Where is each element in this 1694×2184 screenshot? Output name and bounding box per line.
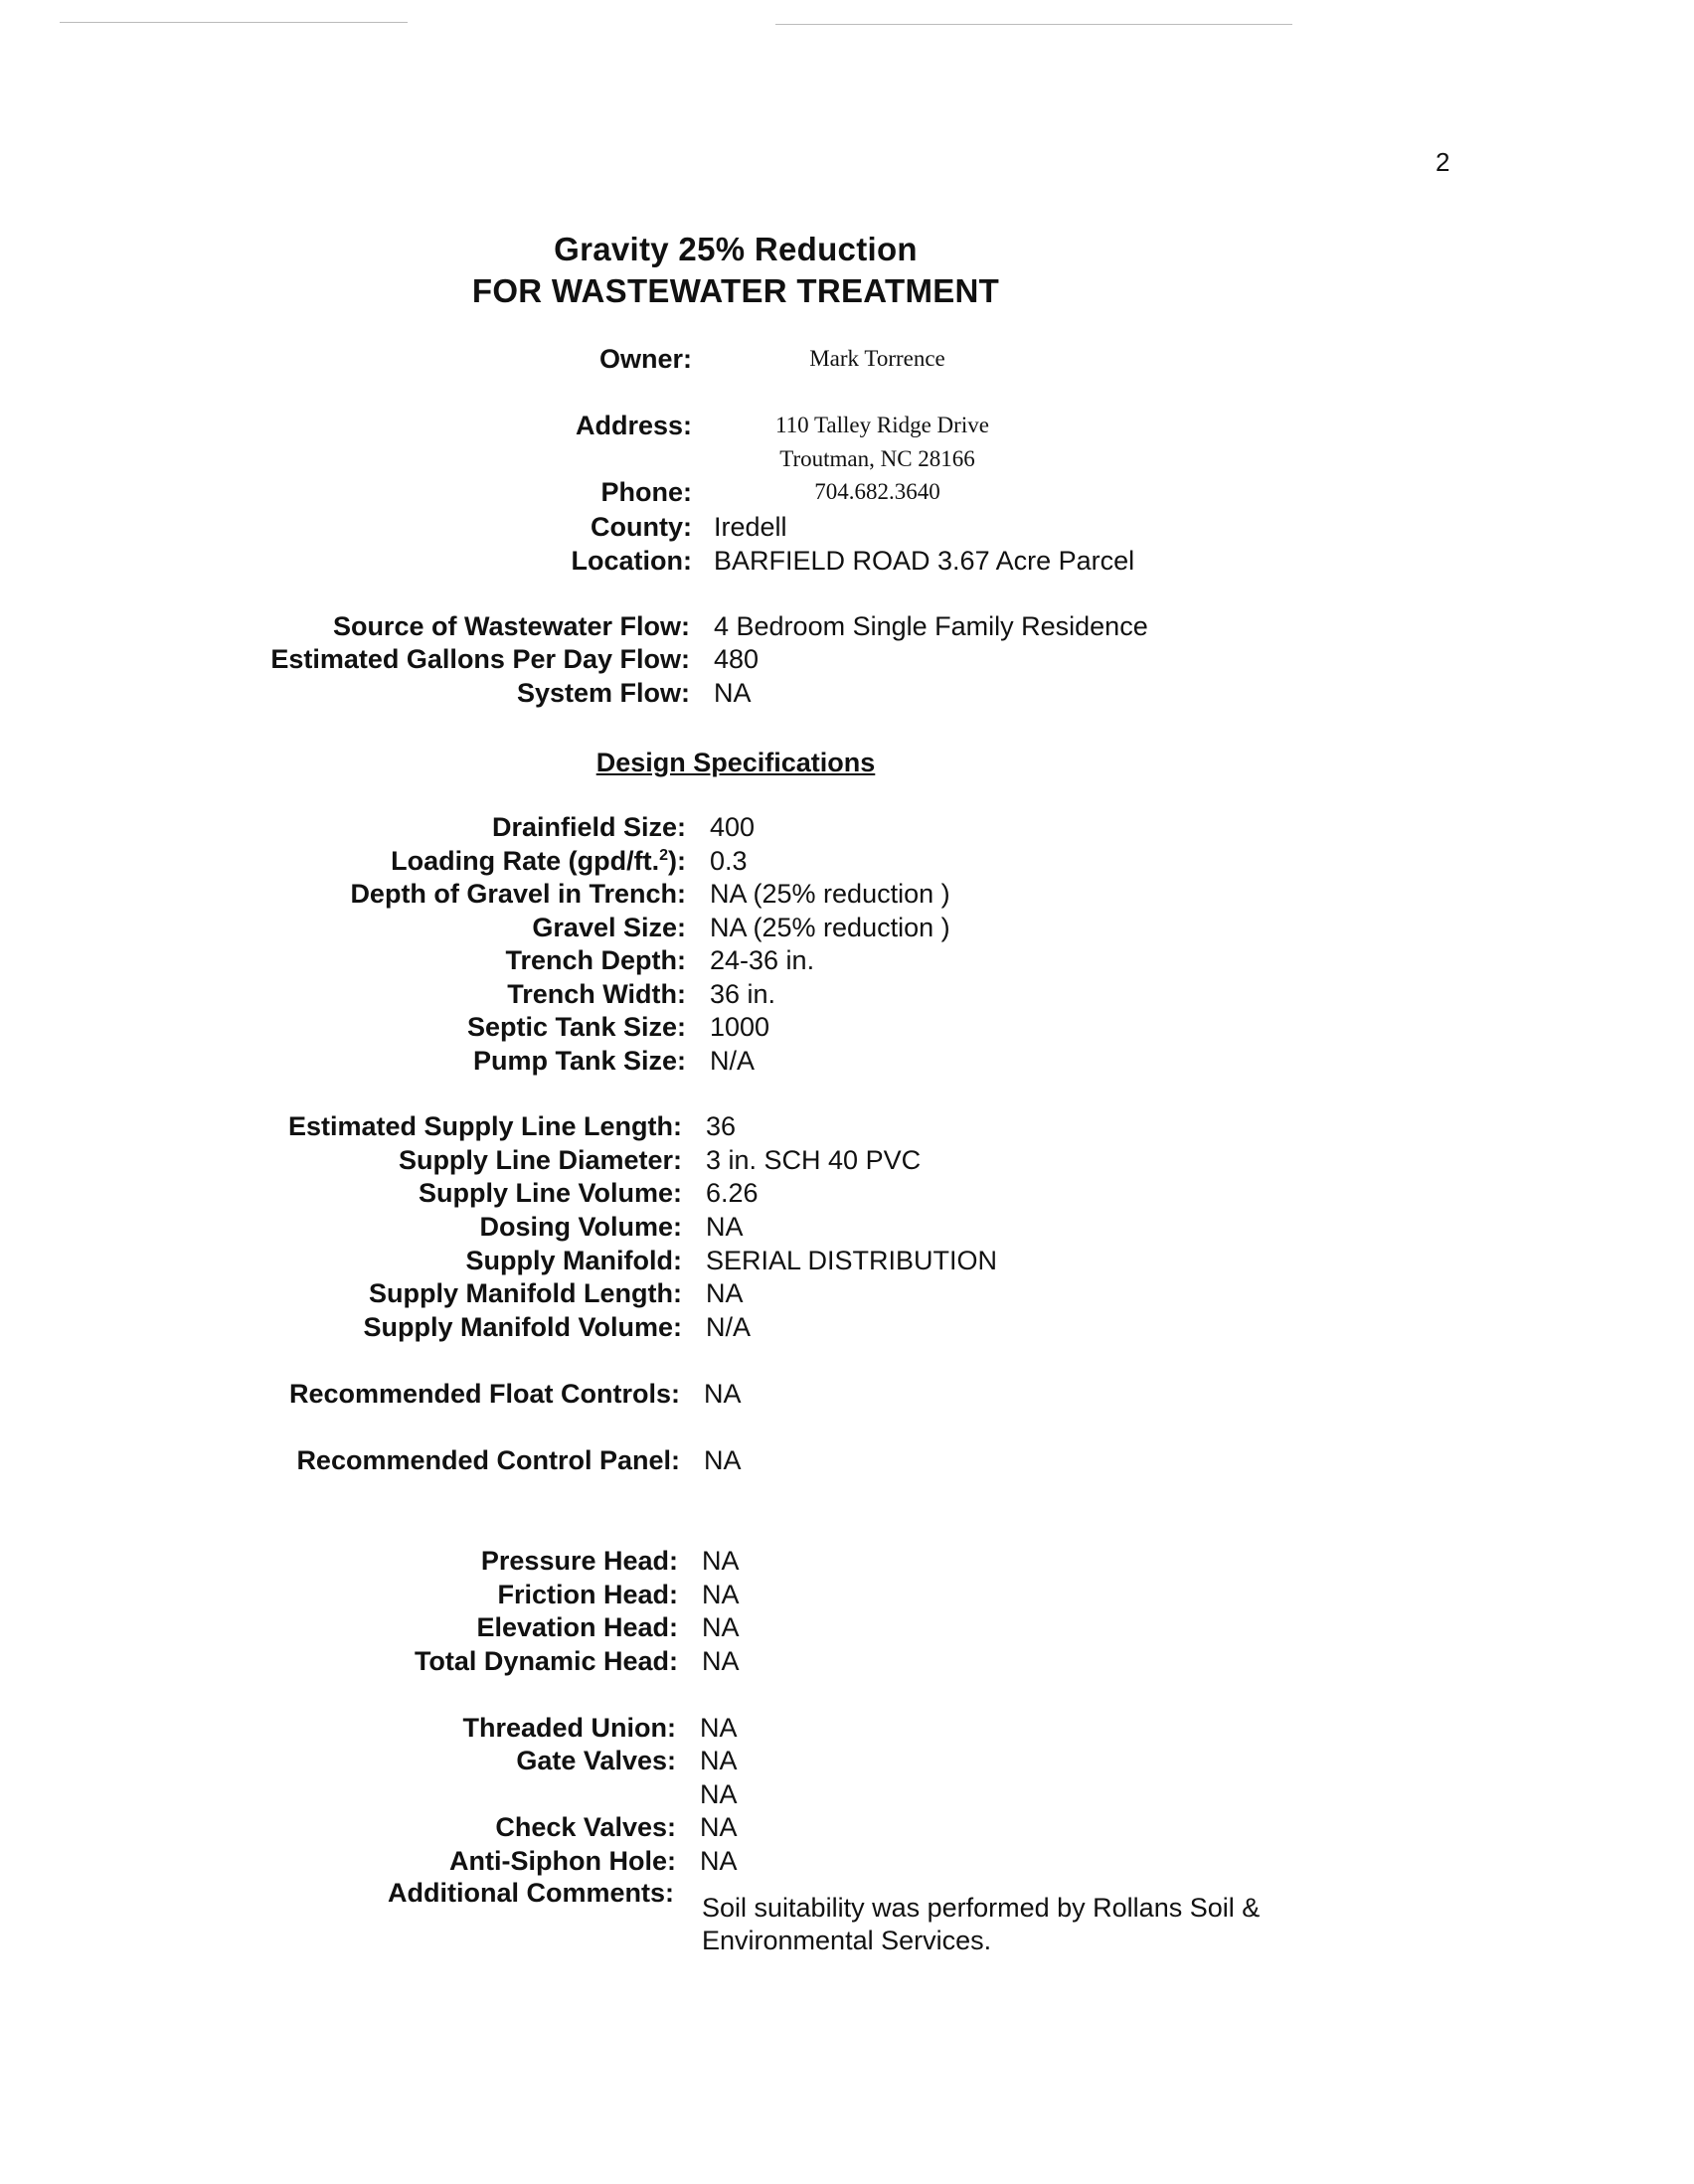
total-dynamic-head-row — [0, 1644, 1694, 1678]
pressure-head-value: NA — [702, 1546, 740, 1576]
control-panel-row — [0, 1443, 1694, 1477]
pressure-head-label: Pressure Head: — [480, 1546, 678, 1576]
county-row — [0, 510, 1694, 544]
gravel-size-label: Gravel Size: — [532, 913, 686, 942]
septic-tank-value: 1000 — [710, 1012, 770, 1042]
manifold-length-label: Supply Manifold Length: — [369, 1278, 682, 1308]
supply-diameter-value: 3 in. SCH 40 PVC — [706, 1145, 922, 1175]
check-valves-value: NA — [700, 1812, 738, 1842]
anti-siphon-label: Anti-Siphon Hole: — [449, 1846, 676, 1876]
drainfield-label: Drainfield Size: — [491, 812, 686, 842]
supply-length-row — [0, 1109, 1694, 1143]
county-value: Iredell — [714, 512, 787, 542]
gate-valves-row-2 — [0, 1777, 1694, 1811]
gpd-flow-row — [0, 642, 1694, 676]
gpd-flow-value: 480 — [714, 644, 760, 674]
manifold-volume-label: Supply Manifold Volume: — [363, 1312, 682, 1342]
total-dynamic-head-label: Total Dynamic Head: — [414, 1646, 678, 1676]
owner-label: Owner: — [598, 344, 692, 374]
supply-volume-value: 6.26 — [706, 1178, 759, 1208]
septic-tank-row — [0, 1010, 1694, 1044]
pump-tank-label: Pump Tank Size: — [472, 1046, 686, 1076]
threaded-union-row — [0, 1711, 1694, 1745]
dosing-volume-row — [0, 1210, 1694, 1244]
loading-rate-row — [0, 844, 1694, 878]
elevation-head-row — [0, 1610, 1694, 1644]
source-flow-row — [0, 609, 1694, 643]
address-label: Address: — [575, 411, 692, 440]
total-dynamic-head-value: NA — [702, 1646, 740, 1676]
supply-manifold-value: SERIAL DISTRIBUTION — [706, 1246, 998, 1275]
control-panel-label: Recommended Control Panel: — [296, 1445, 680, 1475]
address-line2: Troutman, NC 28166 — [779, 446, 975, 471]
supply-manifold-row — [0, 1244, 1694, 1277]
trench-depth-label: Trench Depth: — [505, 945, 686, 975]
dosing-volume-label: Dosing Volume: — [479, 1212, 682, 1242]
manifold-length-value: NA — [706, 1278, 744, 1308]
drainfield-row — [0, 810, 1694, 844]
gravel-depth-row — [0, 877, 1694, 911]
check-valves-label: Check Valves: — [495, 1812, 676, 1842]
phone-label: Phone: — [600, 477, 692, 507]
phone-value: 704.682.3640 — [814, 479, 940, 504]
gpd-flow-label: Estimated Gallons Per Day Flow: — [270, 644, 690, 674]
loading-rate-label: Loading Rate (gpd/ft.$^2$): — [391, 846, 686, 876]
location-value: BARFIELD ROAD 3.67 Acre Parcel — [714, 546, 1135, 576]
gate-valves-label: Gate Valves: — [516, 1746, 676, 1775]
trench-width-value: 36 in. — [710, 979, 776, 1009]
additional-comments-label: Additional Comments: — [388, 1878, 674, 1908]
threaded-union-value: NA — [700, 1713, 738, 1743]
supply-length-value: 36 — [706, 1111, 737, 1141]
drainfield-value: 400 — [710, 812, 756, 842]
gravel-depth-value: NA (25% reduction ) — [710, 879, 950, 909]
elevation-head-value: NA — [702, 1612, 740, 1642]
address-row — [0, 409, 1694, 442]
trench-depth-value: 24-36 in. — [710, 945, 815, 975]
threaded-union-label: Threaded Union: — [462, 1713, 676, 1743]
supply-volume-label: Supply Line Volume: — [418, 1178, 682, 1208]
scan-artifact — [60, 22, 408, 23]
manifold-volume-value: N/A — [706, 1312, 752, 1342]
friction-head-row — [0, 1578, 1694, 1611]
gravel-size-row — [0, 911, 1694, 944]
phone-row — [0, 475, 1694, 509]
float-controls-value: NA — [704, 1379, 742, 1409]
gate-valves-row — [0, 1744, 1694, 1777]
gravel-depth-label: Depth of Gravel in Trench: — [350, 879, 686, 909]
address-row-2 — [0, 442, 1694, 476]
control-panel-value: NA — [704, 1445, 742, 1475]
location-label: Location: — [571, 546, 692, 576]
elevation-head-label: Elevation Head: — [476, 1612, 678, 1642]
address-line1: 110 Talley Ridge Drive — [775, 413, 989, 437]
gate-valves-value-1: NA — [700, 1746, 738, 1775]
dosing-volume-value: NA — [706, 1212, 744, 1242]
owner-value: Mark Torrence — [809, 346, 945, 371]
anti-siphon-value: NA — [700, 1846, 738, 1876]
float-controls-row — [0, 1377, 1694, 1411]
trench-width-label: Trench Width: — [507, 979, 686, 1009]
county-label: County: — [591, 512, 692, 542]
supply-manifold-label: Supply Manifold: — [465, 1246, 682, 1275]
source-flow-label: Source of Wastewater Flow: — [332, 611, 690, 641]
gravel-size-value: NA (25% reduction ) — [710, 913, 950, 942]
system-flow-value: NA — [714, 678, 752, 708]
supply-diameter-row — [0, 1143, 1694, 1177]
pump-tank-value: N/A — [710, 1046, 756, 1076]
float-controls-label: Recommended Float Controls: — [288, 1379, 680, 1409]
pressure-head-row — [0, 1544, 1694, 1578]
page-number: 2 — [1436, 147, 1450, 177]
check-valves-row — [0, 1810, 1694, 1844]
page-title: Gravity 25% Reduction — [554, 231, 918, 267]
scan-artifact — [775, 24, 1292, 25]
anti-siphon-row — [0, 1844, 1694, 1878]
design-specifications-heading: Design Specifications — [595, 748, 876, 777]
supply-diameter-label: Supply Line Diameter: — [398, 1145, 682, 1175]
owner-row — [0, 342, 1694, 376]
supply-volume-row — [0, 1176, 1694, 1210]
manifold-length-row — [0, 1276, 1694, 1310]
location-row — [0, 544, 1694, 578]
friction-head-value: NA — [702, 1580, 740, 1609]
comments-line-2: Environmental Services. — [702, 1926, 992, 1955]
system-flow-label: System Flow: — [516, 678, 690, 708]
supply-length-label: Estimated Supply Line Length: — [287, 1111, 682, 1141]
pump-tank-row — [0, 1044, 1694, 1078]
additional-comments-value — [702, 1892, 1260, 1957]
septic-tank-label: Septic Tank Size: — [466, 1012, 686, 1042]
gate-valves-value-2: NA — [700, 1779, 738, 1809]
friction-head-label: Friction Head: — [497, 1580, 678, 1609]
trench-width-row — [0, 977, 1694, 1011]
manifold-volume-row — [0, 1310, 1694, 1344]
trench-depth-row — [0, 943, 1694, 977]
comments-line-1: Soil suitability was performed by Rollans Soil & — [702, 1893, 1261, 1923]
source-flow-value: 4 Bedroom Single Family Residence — [714, 611, 1148, 641]
loading-rate-value: 0.3 — [710, 846, 748, 876]
system-flow-row — [0, 676, 1694, 710]
page-subtitle: FOR WASTEWATER TREATMENT — [471, 272, 1000, 309]
